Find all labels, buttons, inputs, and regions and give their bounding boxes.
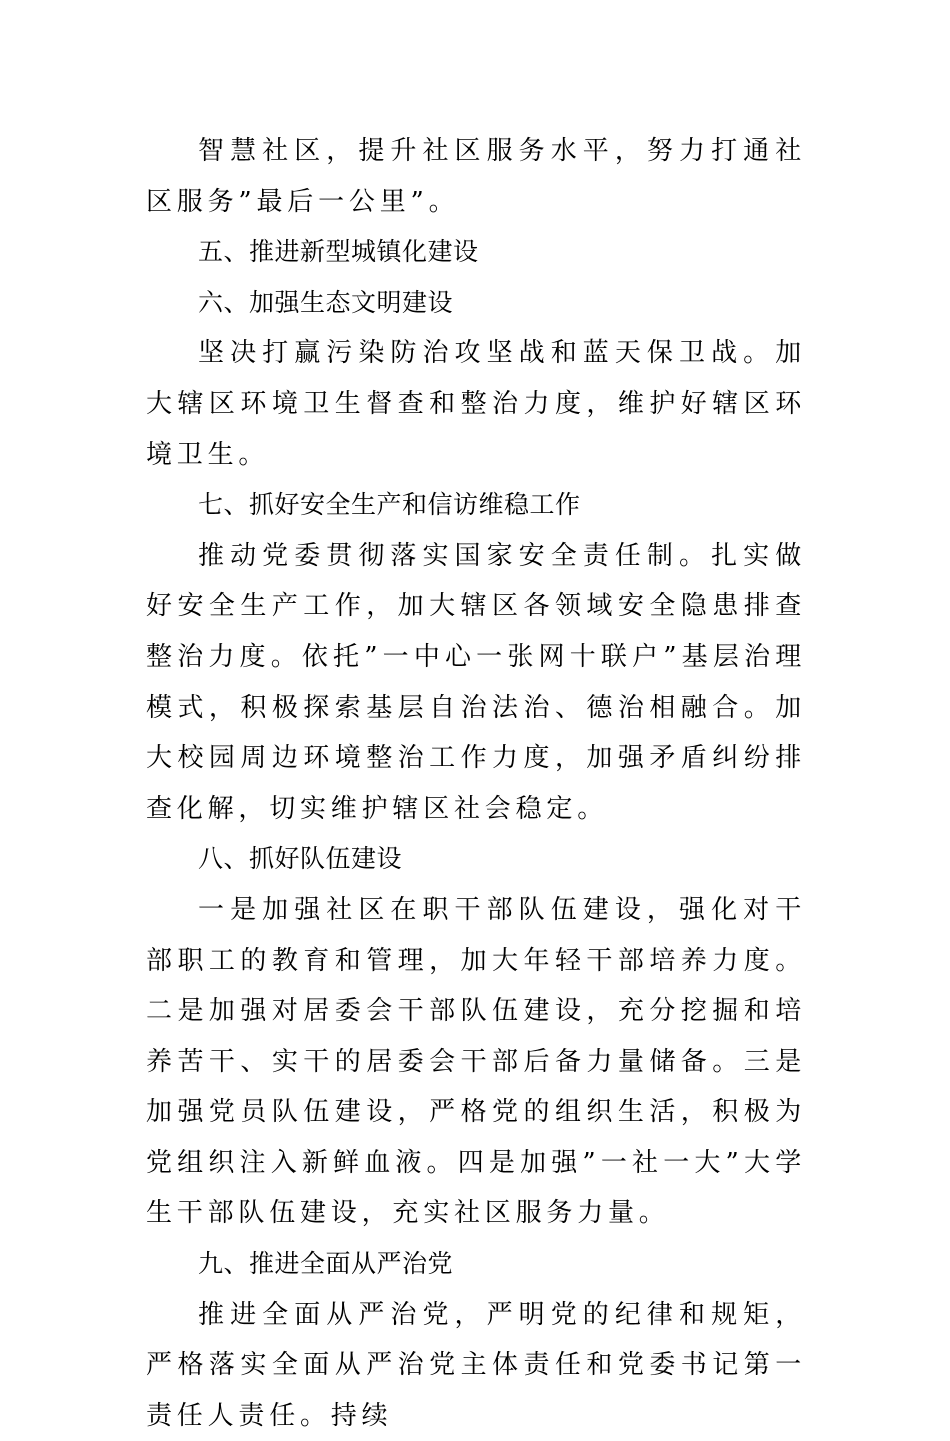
heading-section-5: 五、推进新型城镇化建设 bbox=[198, 237, 479, 267]
heading-section-8: 八、抓好队伍建设 bbox=[198, 844, 403, 874]
document-body bbox=[146, 126, 806, 1441]
paragraph-section-9: 推进全面从严治党，严明党的纪律和规矩，严格落实全面从严治党主体责任和党委书记第一责任人责任。持续 bbox=[146, 1299, 806, 1431]
heading-section-6: 六、加强生态文明建设 bbox=[198, 287, 454, 317]
heading-section-7: 七、抓好安全生产和信访维稳工作 bbox=[198, 490, 581, 520]
paragraph-section-7: 推动党委贯彻落实国家安全责任制。扎实做好安全生产工作，加大辖区各领域安全隐患排查整治力度。依托”一中心一张网十联户”基层治理模式，积极探索基层自治法治、德治相融合。加大校园周边环境整治工作力度，加强矛盾纠纷排查化解，切实维护辖区社会稳定。 bbox=[146, 540, 806, 824]
paragraph-section-8: 一是加强社区在职干部队伍建设，强化对干部职工的教育和管理，加大年轻干部培养力度。二是加强对居委会干部队伍建设，充分挖掘和培养苦干、实干的居委会干部后备力量储备。三是加强党员队伍建设，严格党的组织生活，积极为党组织注入新鲜血液。四是加强”一社一大”大学生干部队伍建设，充实社区服务力量。 bbox=[146, 894, 806, 1229]
paragraph-section-6: 坚决打赢污染防治攻坚战和蓝天保卫战。加大辖区环境卫生督查和整治力度，维护好辖区环境卫生。 bbox=[146, 338, 806, 470]
heading-section-9: 九、推进全面从严治党 bbox=[198, 1249, 454, 1279]
paragraph-smart-community: 智慧社区，提升社区服务水平，努力打通社区服务”最后一公里”。 bbox=[146, 136, 806, 217]
